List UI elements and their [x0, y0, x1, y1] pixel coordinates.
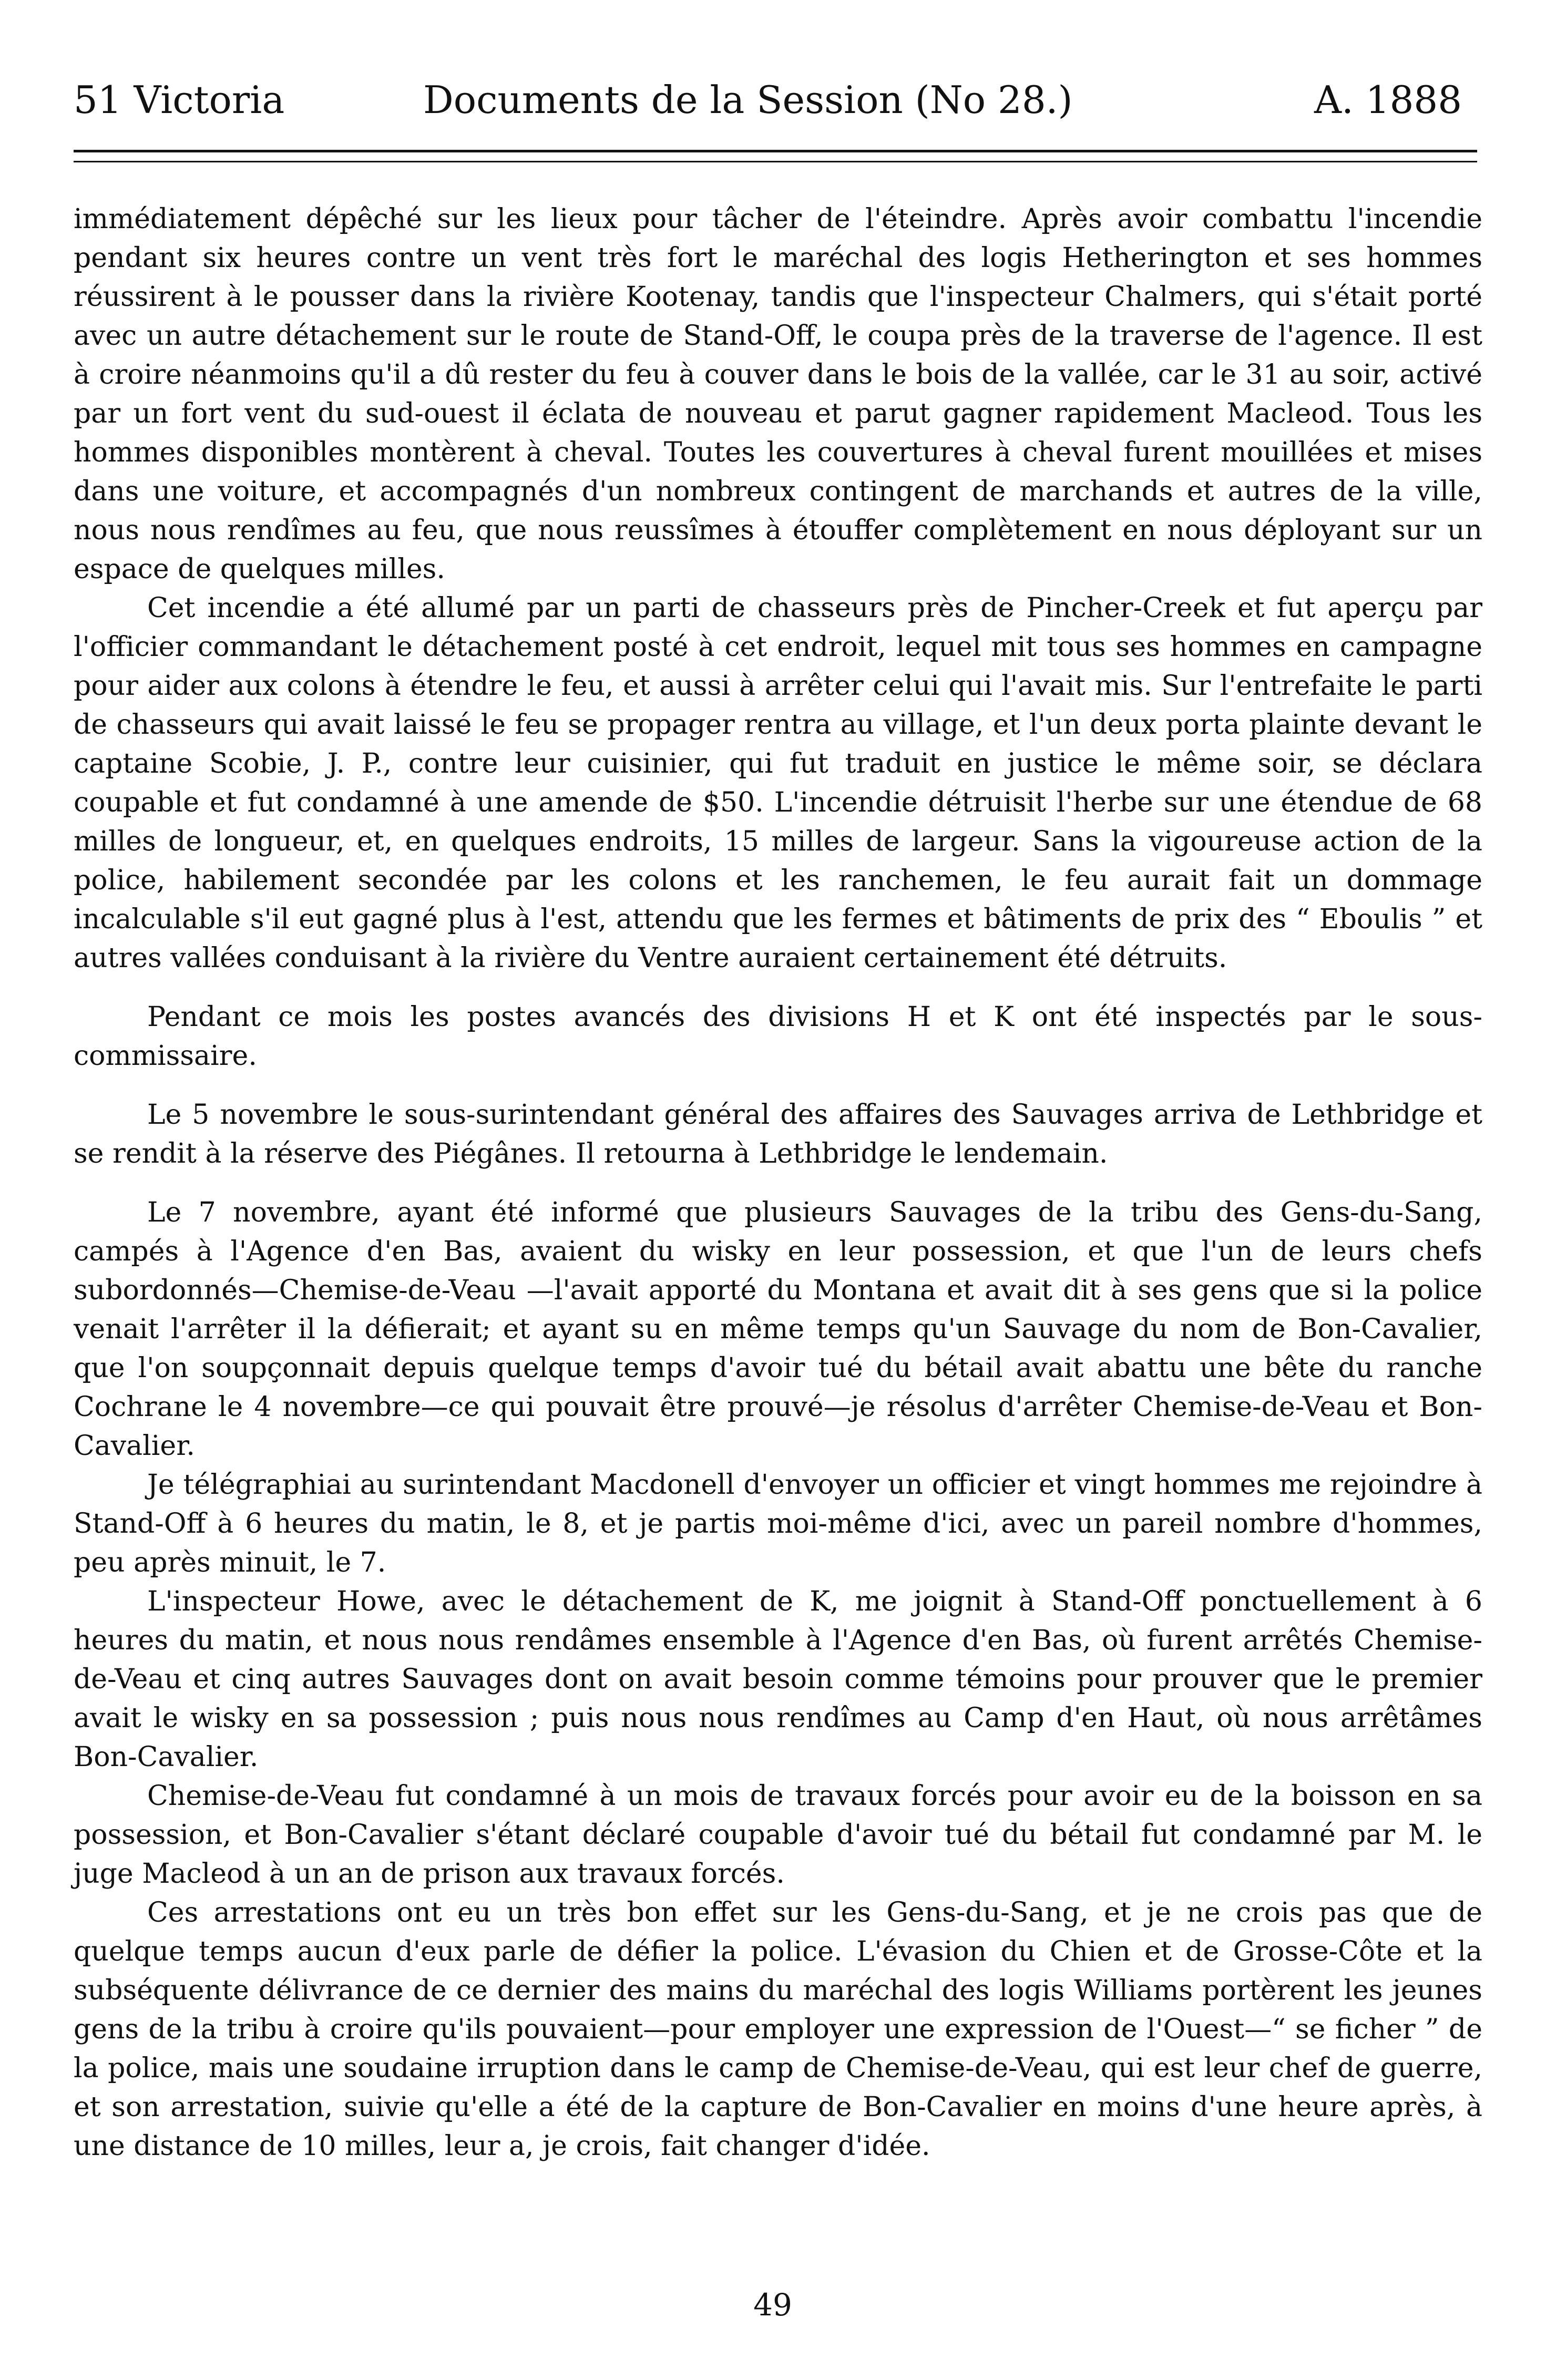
header-rule [74, 150, 1477, 152]
header-year: A. 1888 [1314, 78, 1462, 122]
paragraph: Le 5 novembre le sous-surintendant général des affaires des Sauvages arriva de Lethbridge et se rendit à la réserve des Piégânes. Il retourna à Lethbridge le lendemain. [74, 1099, 1482, 1170]
page-number: 49 [753, 2287, 792, 2323]
paragraph: L'inspecteur Howe, avec le détachement de K, me joignit à Stand-Off ponctuellement à 6 heures du matin, et nous nous rendâmes ensemble à l'Agence d'en Bas, où furent arrêtés Chemise-de-Veau et cinq autres Sauvages dont on avait besoin comme témoins pour prouver que le premier avait le wisky en sa possession ; puis nous nous rendîmes au Camp d'en Haut, où nous arrêtâmes Bon-Cavalier. [74, 1586, 1482, 1773]
paragraph: immédiatement dépêché sur les lieux pour tâcher de l'éteindre. Après avoir combattu l'incendie pendant six heures contre un vent très fort le maréchal des logis Hetherington et ses hommes réussirent à le pousser dans la rivière Kootenay, tandis que l'inspecteur Chalmers, qui s'était porté avec un autre détachement sur le route de Stand-Off, le coupa près de la traverse de l'agence. Il est à croire néanmoins qu'il a dû rester du feu à couver dans le bois de la vallée, car le 31 au soir, activé par un fort vent du sud-ouest il éclata de nouveau et parut gagner rapidement Macleod. Tous les hommes disponibles montèrent à cheval. Toutes les couvertures à cheval furent mouillées et mises dans une voiture, et accompagnés d'un nombreux contingent de marchands et autres de la ville, nous nous rendîmes au feu, que nous reussîmes à étouffer complètement en nous déployant sur un espace de quelques milles. [74, 203, 1482, 585]
header-volume: 51 Victoria [74, 78, 285, 122]
paragraph: Cet incendie a été allumé par un parti de chasseurs près de Pincher-Creek et fut aperçu par l'officier commandant le détachement posté à cet endroit, lequel mit tous ses hommes en campagne pour aider aux colons à étendre le feu, et aussi à arrêter celui qui l'avait mis. Sur l'entrefaite le parti de chasseurs qui avait laissé le feu se propager rentra au village, et l'un deux porta plainte devant le captaine Scobie, J. P., contre leur cuisinier, qui fut traduit en justice le même soir, se déclara coupable et fut condamné à une amende de $50. L'incendie détruisit l'herbe sur une étendue de 68 milles de longueur, et, en quelques endroits, 15 milles de largeur. Sans la vigoureuse action de la police, habilement secondée par les colons et les ranchemen, le feu aurait fait un dommage incalculable s'il eut gagné plus à l'est, attendu que les fermes et bâtiments de prix des “ Eboulis ” et autres vallées conduisant à la rivière du Ventre auraient certainement été détruits. [74, 592, 1482, 974]
paragraph: Le 7 novembre, ayant été informé que plusieurs Sauvages de la tribu des Gens-du-Sang, campés à l'Agence d'en Bas, avaient du wisky en leur possession, et que l'un de leurs chefs subordonnés—Chemise-de-Veau —l'avait apporté du Montana et avait dit à ses gens que si la police venait l'arrêter il la défierait; et ayant su en même temps qu'un Sauvage du nom de Bon-Cavalier, que l'on soupçonnait depuis quelque temps d'avoir tué du bétail avait abattu une bête du ranche Cochrane le 4 novembre—ce qui pouvait être prouvé—je résolus d'arrêter Chemise-de-Veau et Bon-Cavalier. [74, 1197, 1482, 1462]
running-header [74, 71, 1482, 134]
paragraph: Pendant ce mois les postes avancés des divisions H et K ont été inspectés par le sous-commissaire. [74, 1001, 1482, 1072]
header-title: Documents de la Session (No 28.) [423, 78, 1073, 122]
paragraph: Ces arrestations ont eu un très bon effet sur les Gens-du-Sang, et je ne crois pas que de quelque temps aucun d'eux parle de défier la police. L'évasion du Chien et de Grosse-Côte et la subséquente délivrance de ce dernier des mains du maréchal des logis Williams portèrent les jeunes gens de la tribu à croire qu'ils pouvaient—pour employer une expression de l'Ouest—“ se ficher ” de la police, mais une soudaine irruption dans le camp de Chemise-de-Veau, qui est leur chef de guerre, et son arrestation, suivie qu'elle a été de la capture de Bon-Cavalier en moins d'une heure après, à une distance de 10 milles, leur a, je crois, fait changer d'idée. [74, 1897, 1482, 2162]
paragraph: Chemise-de-Veau fut condamné à un mois de travaux forcés pour avoir eu de la boisson en sa possession, et Bon-Cavalier s'étant déclaré coupable d'avoir tué du bétail fut condamné par M. le juge Macleod à un an de prison aux travaux forcés. [74, 1780, 1482, 1890]
body-text [74, 200, 1482, 2166]
header-rule-thin [74, 161, 1477, 162]
paragraph: Je télégraphiai au surintendant Macdonell d'envoyer un officier et vingt hommes me rejoindre à Stand-Off à 6 heures du matin, le 8, et je partis moi-même d'ici, avec un pareil nombre d'hommes, peu après minuit, le 7. [74, 1469, 1482, 1578]
